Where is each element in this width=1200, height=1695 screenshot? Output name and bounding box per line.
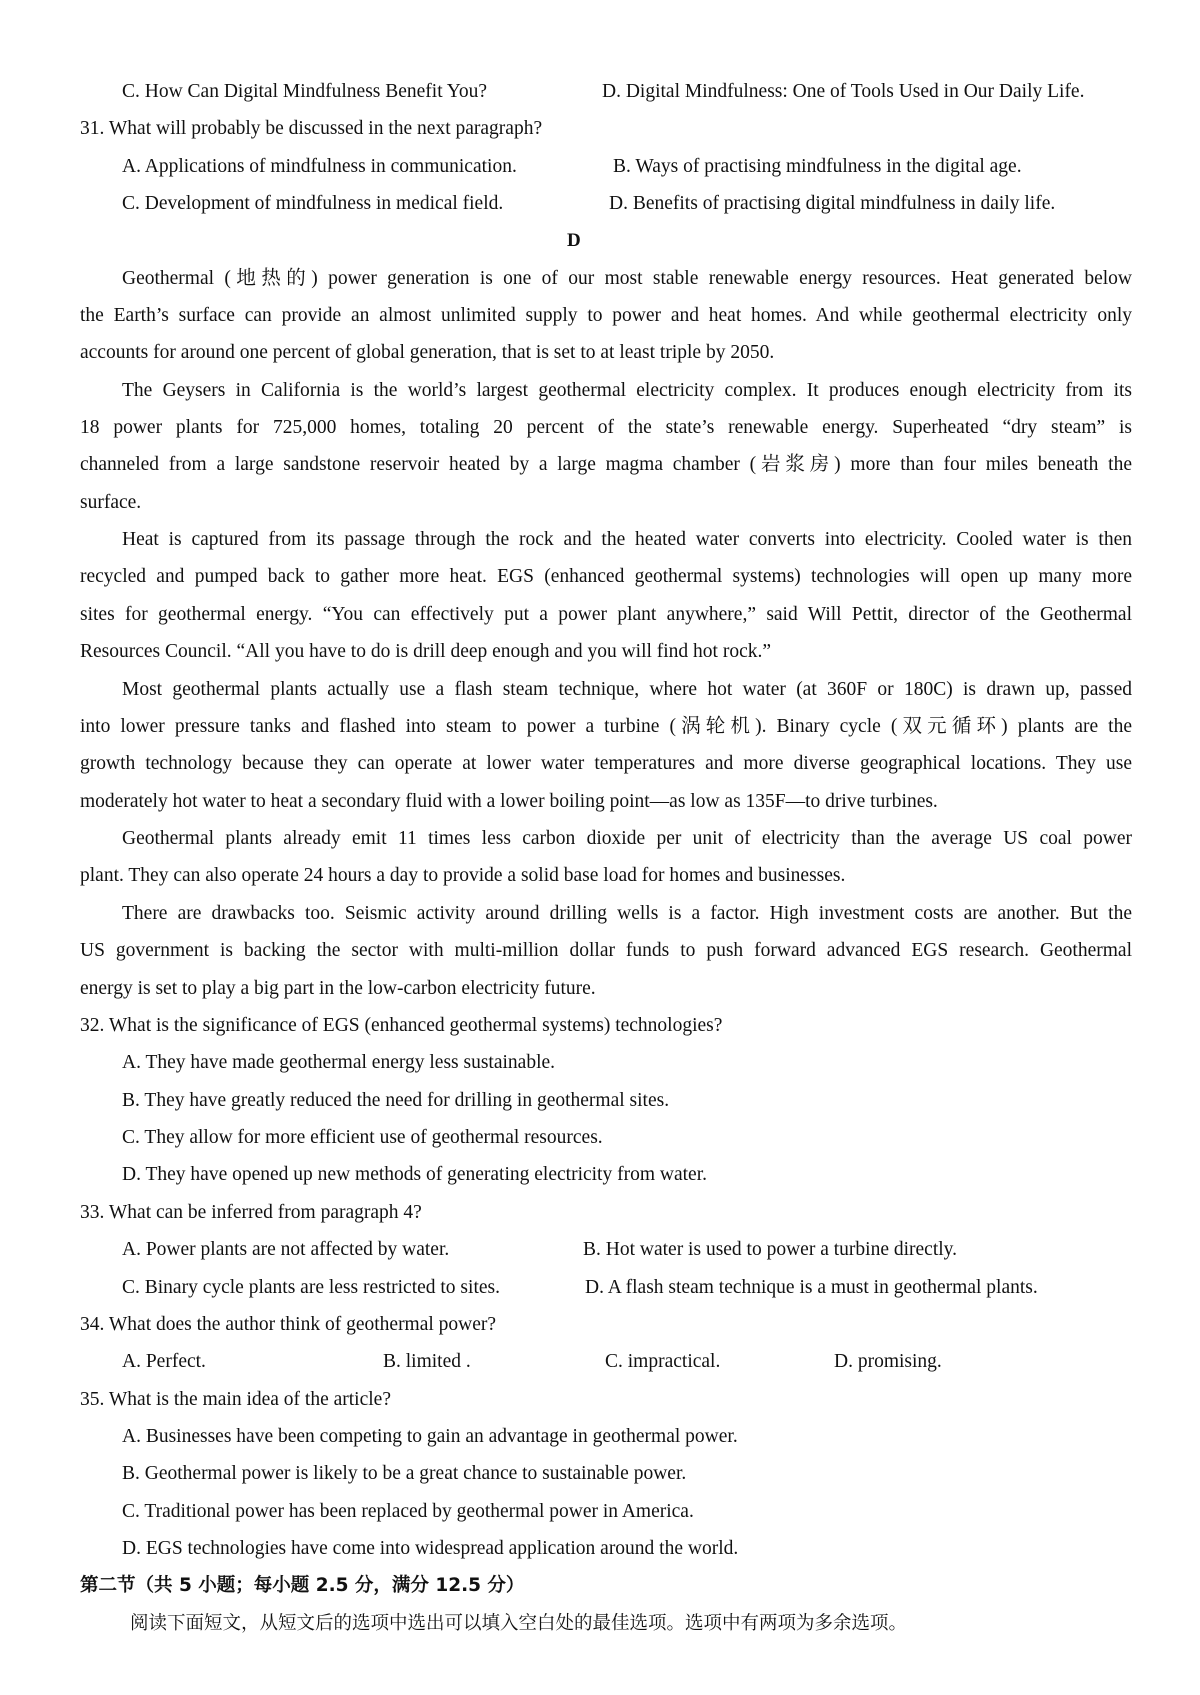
passage-line: Most geothermal plants actually use a flash steam technique, where hot water (at 360F or 180C) is drawn up, passed <box>122 679 1132 700</box>
q34-option-a: A. Perfect. <box>122 1351 206 1372</box>
q30-option-c: C. How Can Digital Mindfulness Benefit You? <box>122 81 488 102</box>
q33-option-c: C. Binary cycle plants are less restricted to sites. <box>122 1277 500 1298</box>
q32-stem: 32. What is the significance of EGS (enhanced geothermal systems) technologies? <box>80 1015 723 1036</box>
q33-option-d: D. A flash steam technique is a must in geothermal plants. <box>585 1277 1038 1298</box>
q34-stem: 34. What does the author think of geothermal power? <box>80 1314 497 1335</box>
section2-instruction: 阅读下面短文，从短文后的选项中选出可以填入空白处的最佳选项。选项中有两项为多余选项。 <box>130 1613 908 1634</box>
passage-line: into lower pressure tanks and flashed into steam to power a turbine (涡轮机). Binary cycle (双元循环) plants are the <box>80 716 1132 737</box>
q35-stem: 35. What is the main idea of the article? <box>80 1389 391 1410</box>
passage-line: plant. They can also operate 24 hours a day to provide a solid base load for homes and businesses. <box>80 865 846 886</box>
passage-line: the Earth’s surface can provide an almost unlimited supply to power and heat homes. And while geothermal electricity only <box>80 305 1132 326</box>
passage-line: growth technology because they can operate at lower water temperatures and more diverse geographical locations. They use <box>80 753 1132 774</box>
q33-option-b: B. Hot water is used to power a turbine directly. <box>583 1239 958 1260</box>
passage-line: Geothermal plants already emit 11 times less carbon dioxide per unit of electricity than the average US coal power <box>122 828 1132 849</box>
q34-option-d: D. promising. <box>834 1351 942 1372</box>
q31-stem: 31. What will probably be discussed in the next paragraph? <box>80 118 543 139</box>
passage-line: 18 power plants for 725,000 homes, totaling 20 percent of the state’s renewable energy. Superheated “dry steam” is <box>80 417 1132 438</box>
q31-option-b: B. Ways of practising mindfulness in the digital age. <box>613 156 1022 177</box>
q32-option-b: B. They have greatly reduced the need for drilling in geothermal sites. <box>122 1090 670 1111</box>
q31-option-a: A. Applications of mindfulness in communication. <box>122 156 517 177</box>
passage-line: The Geysers in California is the world’s largest geothermal electricity complex. It produces enough electricity from its <box>122 380 1132 401</box>
passage-heading: D <box>567 230 581 251</box>
passage-line: energy is set to play a big part in the low-carbon electricity future. <box>80 978 596 999</box>
passage-line: recycled and pumped back to gather more heat. EGS (enhanced geothermal systems) technologies will open up many more <box>80 566 1132 587</box>
passage-line: There are drawbacks too. Seismic activity around drilling wells is a factor. High investment costs are another. But the <box>122 903 1132 924</box>
q35-option-c: C. Traditional power has been replaced by geothermal power in America. <box>122 1501 694 1522</box>
q34-option-c: C. impractical. <box>605 1351 721 1372</box>
q32-option-d: D. They have opened up new methods of generating electricity from water. <box>122 1164 707 1185</box>
passage-line: channeled from a large sandstone reservoir heated by a large magma chamber (岩浆房) more than four miles beneath the <box>80 454 1132 475</box>
passage-line: sites for geothermal energy. “You can effectively put a power plant anywhere,” said Will Pettit, director of the Geothermal <box>80 604 1132 625</box>
q33-option-a: A. Power plants are not affected by water. <box>122 1239 450 1260</box>
q31-option-d: D. Benefits of practising digital mindfulness in daily life. <box>609 193 1056 214</box>
section2-heading: 第二节（共 5 小题；每小题 2.5 分，满分 12.5 分） <box>80 1575 525 1596</box>
passage-line: accounts for around one percent of global generation, that is set to at least triple by 2050. <box>80 342 775 363</box>
passage-line: surface. <box>80 492 142 513</box>
q33-stem: 33. What can be inferred from paragraph 4? <box>80 1202 422 1223</box>
q35-option-d: D. EGS technologies have come into widespread application around the world. <box>122 1538 739 1559</box>
passage-line: Geothermal (地热的) power generation is one of our most stable renewable energy resources. Heat generated below <box>122 268 1132 289</box>
q30-option-d: D. Digital Mindfulness: One of Tools Used in Our Daily Life. <box>602 81 1085 102</box>
q35-option-b: B. Geothermal power is likely to be a great chance to sustainable power. <box>122 1463 687 1484</box>
passage-line: moderately hot water to heat a secondary fluid with a lower boiling point—as low as 135F—to drive turbines. <box>80 791 938 812</box>
q32-option-a: A. They have made geothermal energy less sustainable. <box>122 1052 556 1073</box>
q35-option-a: A. Businesses have been competing to gain an advantage in geothermal power. <box>122 1426 738 1447</box>
passage-line: US government is backing the sector with multi-million dollar funds to push forward advanced EGS research. Geothermal <box>80 940 1132 961</box>
q34-option-b: B. limited . <box>383 1351 471 1372</box>
q32-option-c: C. They allow for more efficient use of geothermal resources. <box>122 1127 603 1148</box>
passage-line: Heat is captured from its passage through the rock and the heated water converts into electricity. Cooled water is then <box>122 529 1132 550</box>
passage-line: Resources Council. “All you have to do is drill deep enough and you will find hot rock.” <box>80 641 772 662</box>
q31-option-c: C. Development of mindfulness in medical field. <box>122 193 504 214</box>
